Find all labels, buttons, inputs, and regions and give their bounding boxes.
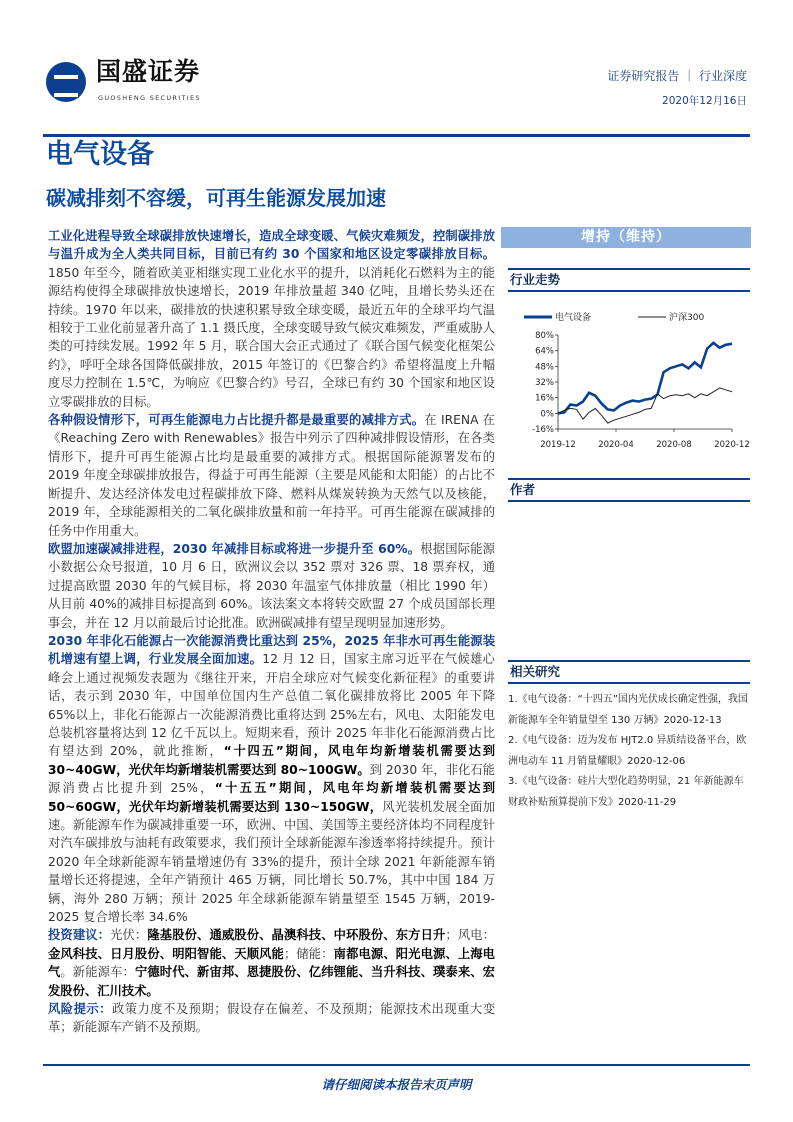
- x-tick-label: 2019-12: [540, 440, 576, 450]
- x-tick-label: 2020-08: [656, 440, 692, 450]
- report-body: [48, 227, 495, 1037]
- report-title: 碳减排刻不容缓，可再生能源发展加速: [46, 186, 386, 210]
- y-tick-label: 48%: [535, 362, 554, 373]
- body-text: 到 2030 年，非化石能源消费占比提升到 25%，: [48, 762, 495, 796]
- paragraph: [48, 1000, 495, 1037]
- research-item[interactable]: 2.《电气设备：迈为发布 HJT2.0 异质结设备平台，欧洲电动车 11 月销量耀眼》2020-12-06: [508, 735, 747, 767]
- highlight-text: 投资建议：: [48, 928, 111, 943]
- paragraph: [48, 411, 495, 540]
- logo-en: GUOSHENG SECURITIES: [98, 94, 201, 102]
- paragraph: [48, 926, 495, 1000]
- footer-divider: [43, 1064, 750, 1066]
- research-item[interactable]: 3.《电气设备：硅片大型化趋势明显，21 年新能源车财政补贴预算提前下发》2020-11-29: [508, 776, 744, 808]
- disclaimer-note: 请仔细阅读本报告末页声明: [321, 1077, 472, 1092]
- y-tick-label: 64%: [535, 346, 554, 357]
- highlight-text: 金风科技、日月股份、明阳智能、天顺风能: [48, 946, 284, 961]
- body-text: 光伏：: [110, 928, 148, 943]
- section-research: 相关研究: [508, 660, 750, 684]
- highlight-text: 各种假设情形下，可再生能源电力占比提升都是最重要的减排方式。: [48, 413, 425, 428]
- y-tick-label: -16%: [532, 425, 554, 435]
- body-text: 根据国际能源小数据公众号报道，10 月 6 日，欧洲议会以 352 票对 326 票、18 票弃权，通过提高欧盟 2030 年的气候目标，将 2030 年温室气体排放量（相比 1990 年）从目前 40%的减排目标提高到 60%。该法案文本将转交欧盟 27 个成员国部长理事会，并在 12 月以前最后讨论批准。欧洲碳减排有望呈现明显加速形势。: [48, 541, 495, 630]
- y-tick-label: 0%: [540, 409, 554, 420]
- series-line-electrical: [558, 343, 732, 414]
- header-meta: [607, 68, 747, 108]
- highlight-text: 2030 年非化石能源占一次能源消费比重达到 25%，2025 年非水可再生能源装机增速有望上调，行业发展全面加速。: [48, 633, 495, 667]
- paragraph: [48, 632, 495, 927]
- highlight-text: 欧盟加速碳减排进程，2030 年减排目标或将进一步提升至 60%。: [48, 541, 421, 556]
- highlight-text: 宁德时代、新宙邦、恩捷股份、亿纬锂能、当升科技、璞泰来、宏发股份、汇川技术。: [48, 965, 495, 998]
- rating-badge: 增持（维持）: [501, 227, 751, 248]
- body-text: 。新能源车：: [60, 965, 135, 980]
- body-text: 12 月 12 日，国家主席习近平在气候雄心峰会上通过视频发表题为《继往开来，开启全球应对气候变化新征程》的重要讲话，表示到 2030 年，中国单位国内生产总值二氧化碳排放将比 2005 年下降 65%以上，非化石能源占一次能源消费比重将达到 25%左右，风电、太阳能发电总装机容量将达到 12 亿千瓦以上。短期来看，预计 2025 年非化石能源消费占比有望达到 20%，就此推断，: [48, 652, 495, 759]
- series-line-hs300: [558, 388, 732, 423]
- x-tick-label: 2020-04: [598, 440, 634, 450]
- body-text: 在 IRENA 在《Reaching Zero with Renewables》报告中列示了四种减排假设情形，在各类情形下，提升可再生能源占比均是最重要的减排方式。根据国际能源署发布的 2019 年度全球碳排放报告，得益于可再生能源（主要是风能和太阳能）的占比不断提升、发达经济体发电过程碳排放下降、燃料从煤炭转换为天然气以及核能，2019 年，全球能源相关的二氧化碳排放量和前一年持平。可再生能源在碳减排的任务中作用重大。: [48, 413, 495, 538]
- report-date: 2020年12月16日: [662, 95, 747, 107]
- research-list: [508, 690, 750, 813]
- company-logo: [46, 58, 306, 112]
- y-tick-label: 80%: [535, 331, 554, 341]
- highlight-text: 风险提示：: [48, 1002, 112, 1017]
- y-tick-label: 16%: [535, 393, 554, 404]
- highlight-text: “十五五”期间，风电年均新增装机需要达到 50~60GW，光伏年均新增装机需要达到 130~150GW，: [48, 781, 495, 814]
- legend-label: 电气设备: [555, 313, 592, 323]
- body-text: ；风电：: [445, 928, 495, 943]
- y-tick-label: 32%: [535, 378, 554, 388]
- highlight-text: 工业化进程导致全球碳排放快速增长，造成全球变暖、气候灾难频发，控制碳排放与温升成为全人类共同目标，目前已有约 30 个国家和地区设定零碳排放目标。: [48, 229, 495, 262]
- x-tick-label: 2020-12: [714, 440, 750, 450]
- highlight-text: 南都电源、阳光电源、上海电气: [48, 946, 495, 980]
- logo-cn: 国盛证券: [96, 57, 201, 86]
- highlight-text: 隆基股份、通威股份、晶澳科技、中环股份、东方日升: [147, 928, 446, 943]
- research-item[interactable]: 1.《电气设备：“十四五”国内光伏成长确定性强，我国新能源车全年销量望至 130 万辆》2020-12-13: [508, 694, 748, 726]
- body-text: ；储能：: [283, 946, 334, 961]
- paragraph: [48, 540, 495, 632]
- report-type: 证券研究报告 ｜ 行业深度: [607, 69, 747, 83]
- section-trend: 行业走势: [508, 268, 750, 292]
- body-text: 风光装机发展全面加速。新能源车作为碳减排重要一环，欧洲、中国、美国等主要经济体均不同程度针对汽车碳排放与油耗有政策要求，我们预计全球新能源车渗透率将持续提升。预计 2020 年全球新能源车销量增速仍有 33%的提升，预计全球 2021 年新能源车销量增长还将提速，全年产销预计 465 万辆，同比增长 50.7%，其中中国 184 万辆，海外 280 万辆；预计 2025 年全球新能源车销量望至 1545 万辆，2019-2025 复合增长率 34.6%: [48, 799, 495, 925]
- section-author: 作者: [508, 478, 750, 502]
- paragraph: [48, 227, 495, 411]
- legend-label: 沪深300: [669, 313, 705, 323]
- trend-chart: [510, 305, 750, 455]
- body-text: 政策力度不及预期；假设存在偏差、不及预期；能源技术出现重大变革；新能源车产销不及预期。: [48, 1002, 495, 1035]
- body-text: 1850 年至今，随着欧美亚相继实现工业化水平的提升，以消耗化石燃料为主的能源结构使得全球碳排放快速增长，2019 年排放量超 340 亿吨，且增长势头还在持续。1970 年以来，碳排放的快速积累导致全球变暖，最近五年的全球平均气温相较于工业化前显著升高了 1.1 摄氏度，全球变暖导致气候灾难频发，严重威胁人类的可持续发展。1992 年 5 月，联合国大会正式通过了《联合国气候变化框架公约》，呼吁全球各国降低碳排放，2015 年签订的《巴黎合约》希望将温度上升幅度尽力控制在 1.5℃，为响应《巴黎合约》号召，全球已有约 30 个国家和地区设立零碳排放的目标。: [48, 265, 495, 409]
- industry-name: 电气设备: [46, 139, 154, 170]
- highlight-text: “十四五”期间，风电年均新增装机需要达到 30~40GW，光伏年均新增装机需要达到 80~100GW。: [48, 744, 495, 777]
- logo-icon: [46, 62, 86, 102]
